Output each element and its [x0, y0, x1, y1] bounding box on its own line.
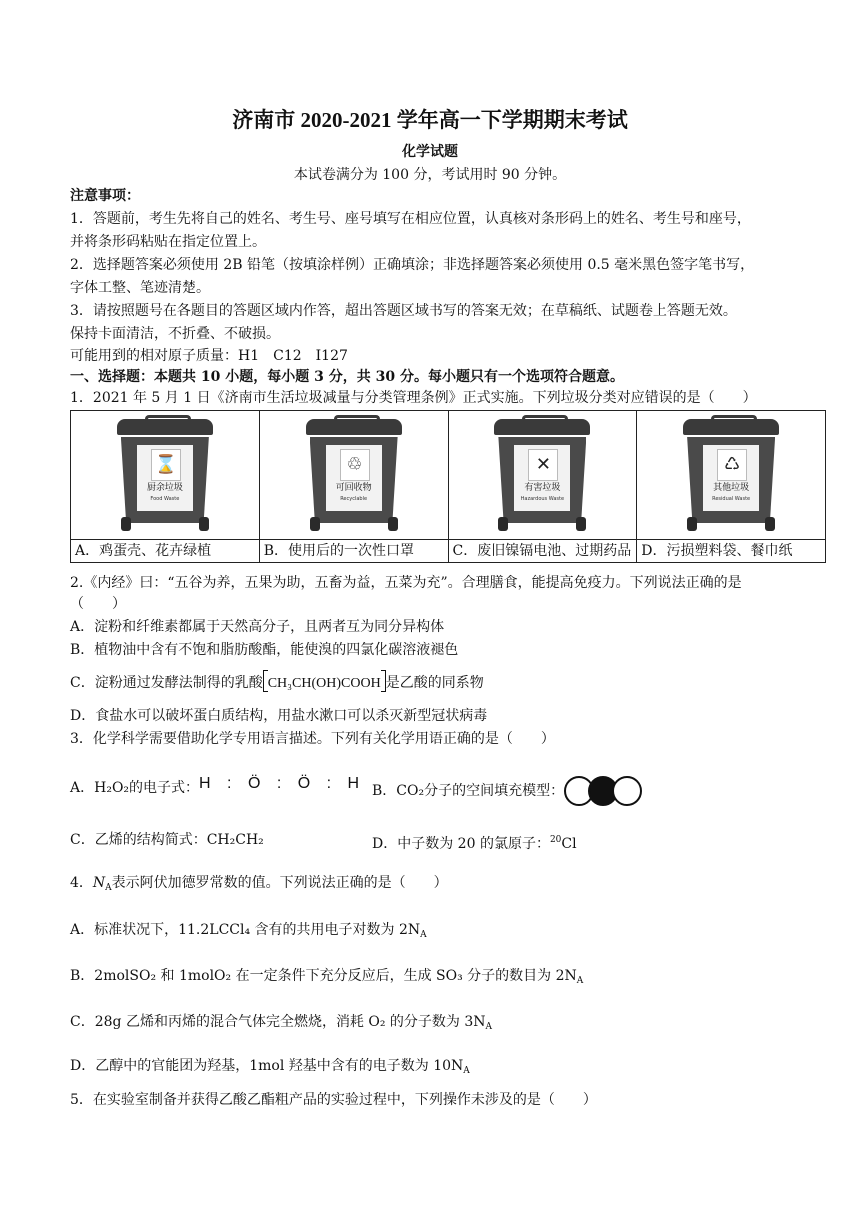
- notes-item: 保持卡面清洁，不折叠、不破损。: [70, 326, 280, 342]
- mass-number: 20: [549, 835, 562, 845]
- question-4-option-c: [70, 1012, 492, 1037]
- notes-item: 并将条形码粘贴在指定位置上。: [70, 234, 266, 250]
- question-text: 表示阿伏加德罗常数的值。下列说法正确的是（ ）: [111, 875, 448, 891]
- ethylene-formula: CH₂CH₂: [206, 832, 264, 848]
- option-text: D．中子数为 20 的氯原子：: [372, 836, 550, 852]
- page-title: 济南市 2020-2021 学年高一下学期期末考试: [232, 108, 628, 132]
- bin-label: 其他垃圾: [713, 483, 750, 493]
- oxygen-atom: [612, 776, 642, 806]
- co2-formula: CO₂: [396, 783, 425, 799]
- question-2-option-d: D．食盐水可以破坏蛋白质结构，用盐水漱口可以杀灭新型冠状病毒: [70, 708, 488, 724]
- avogadro-symbol: N: [92, 875, 106, 891]
- question-3-option-a: [70, 774, 380, 798]
- atomic-mass: 可能用到的相对原子质量：H1 C12 I127: [70, 348, 348, 364]
- co2-space-filling-model: [564, 774, 644, 808]
- bin-label-en: Hazardous Waste: [520, 496, 565, 502]
- h2o2-formula: H₂O₂: [94, 780, 130, 796]
- option-c: C．废旧镍镉电池、过期药品: [452, 543, 632, 559]
- notes-item: 3．请按照题号在各题目的答题区域内作答，超出答题区域书写的答案无效；在草稿纸、试题卷上答题无效。: [70, 303, 737, 319]
- question-4-option-d: [70, 1056, 470, 1081]
- option-text: A．标准状况下，11.2LCCl₄ 含有的共用电子对数为 2N: [70, 922, 421, 938]
- option-text: C．28g 乙烯和丙烯的混合气体完全燃烧，消耗 O₂ 的分子数为 3N: [70, 1014, 486, 1030]
- bin-label-en: Recyclable: [340, 496, 368, 502]
- electron-formula: H : Ö : Ö : H: [199, 775, 366, 792]
- recycle-icon: ♺: [717, 449, 747, 481]
- question-2-option-a: A．淀粉和纤维素都属于天然高分子，且两者互为同分异构体: [70, 619, 445, 635]
- subscript: A: [576, 976, 584, 986]
- bin-label: 可回收物: [335, 483, 372, 493]
- option-label: B．: [372, 783, 397, 799]
- subscript: A: [463, 1066, 470, 1076]
- question-2-stem-cont: （ ）: [70, 596, 126, 612]
- notes-heading: 注意事项：: [70, 188, 140, 204]
- bin-cell: [259, 411, 448, 540]
- option-text: 分子的空间填充模型：: [424, 783, 565, 799]
- question-number: 4．: [70, 875, 93, 891]
- bin-label: 有害垃圾: [524, 483, 561, 493]
- notes-item: 1．答题前，考生先将自己的姓名、考生号、座号填写在相应位置，认真核对条形码上的姓名、考生号和座号，: [70, 211, 751, 227]
- hazard-icon: ✕: [528, 449, 558, 481]
- question-2-option-c: [70, 670, 484, 694]
- question-3-stem: 3．化学科学需要借助化学专用语言描述。下列有关化学用语正确的是（ ）: [70, 731, 555, 747]
- chlorine-symbol: Cl: [561, 836, 577, 852]
- question-5-stem: 5．在实验室制备并获得乙酸乙酯粗产品的实验过程中，下列操作未涉及的是（ ）: [70, 1092, 597, 1108]
- subscript: A: [420, 930, 427, 940]
- question-2-option-b: B．植物油中含有不饱和脂肪酸酯，能使溴的四氯化碳溶液褪色: [70, 642, 459, 658]
- bin-label-en: Food Waste: [150, 496, 180, 502]
- subscript: A: [485, 1022, 493, 1032]
- question-1-stem: 1．2021 年 5 月 1 日《济南市生活垃圾减量与分类管理条例》正式实施。下列垃圾分类对应错误的是（ ）: [70, 390, 757, 406]
- option-text: C．淀粉通过发酵法制得的乳酸: [70, 675, 263, 691]
- option-text: D．乙醇中的官能团为羟基，1mol 羟基中含有的电子数为 10N: [70, 1058, 464, 1074]
- residual-waste-bin: [681, 419, 781, 531]
- waste-bin-table: [70, 410, 826, 563]
- question-4-option-b: [70, 966, 583, 991]
- notes-item: 2．选择题答案必须使用 2B 铅笔（按填涂样例）正确填涂；非选择题答案必须使用 0.5 毫米黑色签字笔书写，: [70, 257, 755, 273]
- question-4-stem: [70, 873, 448, 898]
- question-4-option-a: [70, 920, 427, 945]
- option-a: A．鸡蛋壳、花卉绿植: [75, 543, 212, 559]
- option-text: B．2molSO₂ 和 1molO₂ 在一定条件下充分反应后，生成 SO₃ 分子的数目为 2N: [70, 968, 577, 984]
- recycle-icon: ♲: [340, 449, 370, 481]
- hourglass-icon: ⌛: [151, 449, 181, 481]
- option-label: A．: [70, 780, 95, 796]
- notes-item: 字体工整、笔迹清楚。: [70, 280, 210, 296]
- subtitle: 化学试题: [402, 144, 458, 160]
- bin-cell: [71, 411, 260, 540]
- option-text: 的电子式：: [129, 780, 200, 796]
- option-b: B．使用后的一次性口罩: [263, 543, 415, 559]
- exam-note: 本试卷满分为 100 分，考试用时 90 分钟。: [293, 167, 567, 183]
- option-d: D．污损塑料袋、餐巾纸: [641, 543, 793, 559]
- bin-label: 厨余垃圾: [146, 483, 183, 493]
- question-2-stem: 2.《内经》曰：“五谷为养，五果为助，五畜为益，五菜为充”。合理膳食，能提高免疫力。下列说法正确的是: [70, 575, 742, 591]
- bin-cell: [637, 411, 826, 540]
- recyclable-bin: [304, 419, 404, 531]
- question-3-option-b: [372, 774, 644, 808]
- section-heading: 一、选择题：本题共 10 小题，每小题 3 分，共 30 分。每小题只有一个选项符合题意。: [70, 369, 624, 385]
- option-text: C．乙烯的结构简式：: [70, 832, 207, 848]
- avogadro-subscript: A: [105, 883, 112, 893]
- food-waste-bin: [115, 419, 215, 531]
- bin-label-en: Residual Waste: [712, 496, 751, 502]
- lactic-acid-formula: CH₃CH(OH)COOH: [267, 676, 381, 691]
- bin-cell: [448, 411, 637, 540]
- hazardous-bin: [492, 419, 592, 531]
- question-3-option-c: [70, 830, 264, 850]
- option-text: 是乙酸的同系物: [385, 675, 484, 691]
- question-3-option-d: [372, 830, 577, 854]
